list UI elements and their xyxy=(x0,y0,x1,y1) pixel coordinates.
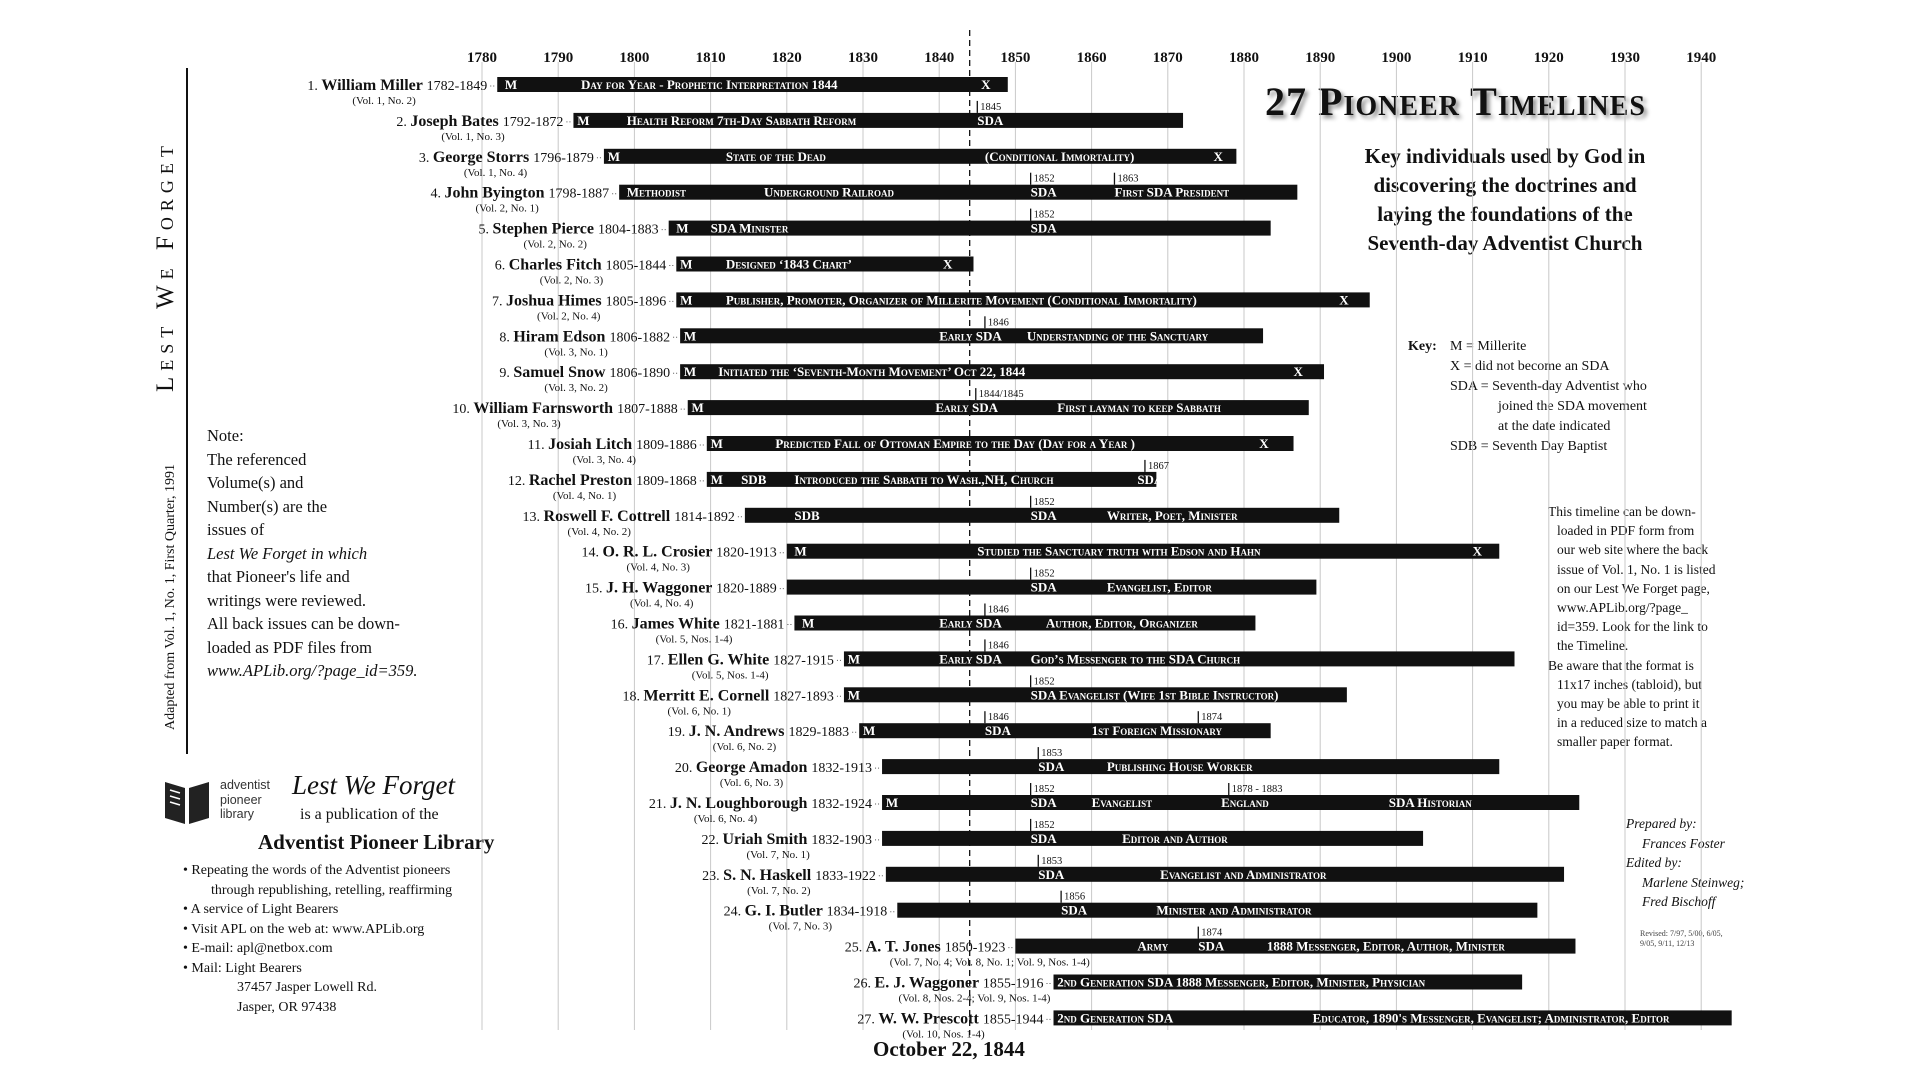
volume-reference: (Vol. 4, No. 2) xyxy=(567,525,631,538)
download-line: This timeline can be down- xyxy=(1548,504,1696,519)
pioneer-label: 13. Roswell F. Cottrell 1814-1892 xyxy=(522,507,735,525)
pioneer-label: 21. J. N. Loughborough 1832-1924 xyxy=(648,795,873,812)
volume-reference: (Vol. 4, No. 3) xyxy=(626,561,690,574)
apl-publication: is a publication of the xyxy=(300,806,439,823)
bar-text: M xyxy=(847,651,861,667)
bar-text: Underground Railroad xyxy=(763,184,894,200)
bar-text: SDA xyxy=(1198,938,1225,954)
apl-name: Adventist Pioneer Library xyxy=(258,830,495,854)
bar-text: X xyxy=(1472,543,1482,559)
download-line: Be aware that the format is xyxy=(1548,657,1694,673)
apl-bullet: • A service of Light Bearers xyxy=(183,902,339,917)
bar-text: SDA Evangelist (Wife 1st Bible Instructor) xyxy=(1030,687,1279,703)
event-tick-label: 1853 xyxy=(1041,855,1063,867)
bar-text: Early SDA xyxy=(939,651,1002,667)
bar-text: Evangelist xyxy=(1091,795,1153,810)
bar-text: Understanding of the Sanctuary xyxy=(1026,328,1209,344)
pioneer-label: 27. W. W. Prescott 1855-1944 xyxy=(857,1010,1044,1028)
bar-text: M xyxy=(794,543,807,559)
logo-word: adventist xyxy=(220,778,271,792)
pioneer-label: 9. Samuel Snow 1806-1890 xyxy=(499,364,671,382)
pioneer-label: 12. Rachel Preston 1809-1868 xyxy=(507,471,697,489)
x-tick-label: 1830 xyxy=(848,50,878,66)
revised-line: 9/05, 9/11, 12/13 xyxy=(1640,939,1695,948)
bar-text: M xyxy=(577,112,590,128)
volume-reference: (Vol. 4, No. 1) xyxy=(552,489,617,502)
bar-text: God’s Messenger to the SDA Church xyxy=(1030,651,1241,667)
bar-text: 2nd Generation SDA 1888 Messenger, Editor, Minister, Physician xyxy=(1057,974,1426,990)
bar-text: M xyxy=(680,292,693,308)
bar-text: X xyxy=(1293,364,1303,380)
volume-reference: (Vol. 1, No. 2) xyxy=(352,95,416,107)
volume-reference: (Vol. 2, No. 1) xyxy=(475,202,539,215)
bar-text: SDA xyxy=(1137,471,1164,487)
volume-reference: (Vol. 4, No. 4) xyxy=(630,597,694,610)
bar-text: SDA xyxy=(1030,507,1057,523)
bar-text: Author, Editor, Organizer xyxy=(1045,615,1198,631)
event-tick-label: 1852 xyxy=(1033,209,1055,221)
apl-bullet: 37457 Jasper Lowell Rd. xyxy=(237,980,377,995)
subtitle-line: Seventh-day Adventist Church xyxy=(1367,231,1643,255)
x-tick-label: 1820 xyxy=(771,50,802,66)
bar-text: X xyxy=(1213,148,1223,164)
event-tick-label: 1878 - 1883 xyxy=(1231,784,1283,795)
pioneer-label: 24. G. I. Butler 1834-1918 xyxy=(723,902,888,920)
date-caption: October 22, 1844 xyxy=(873,1037,1025,1061)
side-credit: Adapted from Vol. 1, No. 1, First Quarter, 1991 xyxy=(163,463,178,730)
bar-text: SDA Historian xyxy=(1388,795,1472,810)
bar-text: SDA xyxy=(1038,866,1065,882)
bar-text: Early SDA xyxy=(935,400,998,416)
apl-bullet: • E-mail: apl@netbox.com xyxy=(183,941,333,956)
note-line: All back issues can be down- xyxy=(207,614,400,633)
download-line: id=359. Look for the link to xyxy=(1557,619,1708,635)
volume-reference: (Vol. 2, No. 4) xyxy=(537,310,601,323)
page-title: 27 Pioneer Timelines xyxy=(1265,79,1646,124)
event-tick-label: 1846 xyxy=(987,640,1009,652)
event-tick-label: 1852 xyxy=(1033,819,1055,831)
volume-reference: (Vol. 6, No. 3) xyxy=(719,777,784,790)
note-line: loaded as PDF files from xyxy=(207,637,372,657)
bar-text: Predicted Fall of Ottoman Empire to the Day (Day for a Year ) xyxy=(775,436,1135,451)
download-line: loaded in PDF form from xyxy=(1557,523,1695,539)
x-tick-label: 1840 xyxy=(924,50,955,66)
key-line: X = did not become an SDA xyxy=(1450,359,1610,374)
volume-reference: (Vol. 3, No. 4) xyxy=(572,454,636,466)
apl-bullet: • Visit APL on the web at: www.APLib.org xyxy=(183,921,425,937)
pioneer-label: 19. J. N. Andrews 1829-1883 xyxy=(667,723,850,741)
bar-text: M xyxy=(676,220,689,236)
bar-text: SDA xyxy=(1030,579,1057,595)
event-tick-label: 1863 xyxy=(1117,173,1139,185)
event-tick-label: 1852 xyxy=(1033,568,1055,580)
bar-text: Day for Year - Prophetic Interpretation 1844 xyxy=(581,77,838,92)
volume-reference: (Vol. 7, No. 4; Vol. 8, No. 1; Vol. 9, Nos. 1-4) xyxy=(889,956,1090,969)
bar-text: M xyxy=(710,436,723,451)
bar-text: Minister and Administrator xyxy=(1156,902,1312,918)
bar-text: First SDA President xyxy=(1114,184,1230,200)
volume-reference: (Vol. 3, No. 1) xyxy=(544,346,608,359)
x-tick-label: 1870 xyxy=(1152,50,1183,66)
event-tick-label: 1846 xyxy=(987,712,1009,724)
note-line: issues of xyxy=(207,520,265,539)
pioneer-label: 8. Hiram Edson 1806-1882 xyxy=(499,328,671,346)
side-title: Lest We Forget xyxy=(152,140,179,392)
bar-text: Publisher, Promoter, Organizer of Millerite Movement (Conditional Immortality) xyxy=(725,292,1197,308)
bar-text: State of the Dead xyxy=(725,148,826,164)
x-tick-label: 1790 xyxy=(543,50,574,66)
bar-text: M xyxy=(691,400,704,416)
pioneer-label: 20. George Amadon 1832-1913 xyxy=(674,759,873,777)
pioneer-label: 25. A. T. Jones 1850-1923 xyxy=(844,938,1006,956)
note-line: Lest We Forget in which xyxy=(207,543,368,563)
bar-text: M xyxy=(710,471,723,487)
pioneer-label: 10. William Farnsworth 1807-1888 xyxy=(452,400,678,418)
download-line: 11x17 inches (tabloid), but xyxy=(1557,676,1702,692)
event-tick-label: 1852 xyxy=(1033,173,1055,185)
apl-bullet: through republishing, retelling, reaffirming xyxy=(211,882,453,898)
pioneer-label: 26. E. J. Waggoner 1855-1916 xyxy=(853,974,1044,992)
event-tick-label: 1846 xyxy=(987,604,1009,616)
credits-line: Frances Foster xyxy=(1642,835,1725,851)
event-tick-label: 1844/1845 xyxy=(978,389,1024,401)
bar-text: M xyxy=(683,328,697,344)
x-tick-label: 1940 xyxy=(1686,50,1717,66)
bar-text: Methodist xyxy=(626,184,687,200)
x-tick-label: 1890 xyxy=(1305,50,1336,66)
bar-text: M xyxy=(863,723,876,739)
pioneer-label: 4. John Byington 1798-1887 xyxy=(430,184,610,202)
x-tick-label: 1900 xyxy=(1381,50,1412,66)
x-tick-label: 1850 xyxy=(1000,50,1031,66)
subtitle-line: discovering the doctrines and xyxy=(1373,173,1637,197)
note-line: writings were reviewed. xyxy=(207,590,366,610)
x-tick-label: 1910 xyxy=(1457,50,1488,66)
bar-text: SDB xyxy=(794,507,820,523)
volume-reference: (Vol. 8, Nos. 2-4; Vol. 9, Nos. 1-4) xyxy=(898,992,1051,1005)
event-tick-label: 1846 xyxy=(987,317,1009,329)
pioneer-label: 17. Ellen G. White 1827-1915 xyxy=(646,651,834,669)
volume-reference: (Vol. 2, No. 3) xyxy=(539,274,604,287)
bar-text: Initiated the ‘Seventh-Month Movement’ Oct 22, 1844 xyxy=(718,364,1026,380)
bar-text: Army xyxy=(1137,938,1169,954)
bar-text: M xyxy=(885,795,899,810)
bar-text: England xyxy=(1221,795,1269,810)
pioneer-label: 22. Uriah Smith 1832-1903 xyxy=(701,830,873,848)
key-line: SDB = Seventh Day Baptist xyxy=(1450,439,1608,454)
volume-reference: (Vol. 7, No. 1) xyxy=(746,848,810,861)
note-line: Volume(s) and xyxy=(207,473,304,492)
bar-text: M xyxy=(847,687,861,703)
logo-word: pioneer xyxy=(220,792,262,807)
volume-reference: (Vol. 7, No. 3) xyxy=(768,920,833,933)
bar-text: M xyxy=(607,148,621,164)
bar-text: SDA xyxy=(1038,759,1065,775)
bar-text: X xyxy=(981,77,991,92)
event-tick-label: 1856 xyxy=(1064,891,1086,903)
download-line: our web site where the back xyxy=(1557,542,1709,558)
bar-text: (Conditional Immortality) xyxy=(984,148,1135,164)
note-line: Number(s) are the xyxy=(207,496,328,516)
bar-text: SDA xyxy=(1030,184,1057,200)
event-tick-label: 1852 xyxy=(1033,784,1055,795)
key-heading: Key: xyxy=(1408,339,1437,354)
event-tick-label: 1852 xyxy=(1033,676,1055,688)
pioneer-label: 2. Joseph Bates 1792-1872 xyxy=(396,112,564,130)
download-line: smaller paper format. xyxy=(1557,734,1673,750)
bar-text: X xyxy=(1259,436,1269,451)
key-line: joined the SDA movement xyxy=(1498,399,1647,414)
credits-line: Prepared by: xyxy=(1626,816,1697,831)
volume-reference: (Vol. 5, Nos. 1-4) xyxy=(691,669,769,682)
key-line: at the date indicated xyxy=(1498,419,1611,434)
volume-reference: (Vol. 6, No. 2) xyxy=(712,741,777,754)
apl-bullet: • Mail: Light Bearers xyxy=(183,960,302,976)
bar-text: X xyxy=(1339,292,1349,308)
bar-text: M xyxy=(680,256,693,272)
logo-word: library xyxy=(220,807,255,821)
bar-text: M xyxy=(504,77,518,92)
x-tick-label: 1930 xyxy=(1610,50,1640,66)
event-tick-label: 1874 xyxy=(1201,927,1223,939)
bar-text: Health Reform 7th-Day Sabbath Reform xyxy=(626,112,857,128)
download-line: www.APLib.org/?page_ xyxy=(1557,600,1688,616)
event-tick-label: 1852 xyxy=(1033,496,1055,508)
bar-text: Publishing House Worker xyxy=(1106,759,1253,775)
key-line: SDA = Seventh-day Adventist who xyxy=(1450,379,1647,394)
pioneer-label: 18. Merritt E. Cornell 1827-1893 xyxy=(622,687,834,705)
bar-text: SDA Minister xyxy=(710,220,789,236)
bar-text: Evangelist and Administrator xyxy=(1160,866,1327,882)
x-tick-label: 1800 xyxy=(619,50,650,66)
volume-reference: (Vol. 7, No. 2) xyxy=(747,884,811,897)
bar-text: Editor and Author xyxy=(1122,830,1228,846)
volume-reference: (Vol. 2, No. 2) xyxy=(523,238,587,251)
bar-text: Studied the Sanctuary truth with Edson and Hahn xyxy=(977,543,1261,559)
bar-text: Writer, Poet, Minister xyxy=(1106,507,1238,523)
download-line: issue of Vol. 1, No. 1 is listed xyxy=(1557,561,1716,577)
volume-reference: (Vol. 1, No. 3) xyxy=(441,130,505,143)
volume-reference: (Vol. 5, Nos. 1-4) xyxy=(655,633,733,646)
bar-text: Educator, 1890's Messenger, Evangelist; Administrator, Editor xyxy=(1312,1010,1670,1026)
bar-text: M xyxy=(802,615,815,631)
note-line: that Pioneer's life and xyxy=(207,567,350,586)
note-line: Note: xyxy=(207,426,244,445)
volume-reference: (Vol. 3, No. 3) xyxy=(497,418,561,431)
pioneer-label: 11. Josiah Litch 1809-1886 xyxy=(527,436,697,453)
bar-text: Early SDA xyxy=(939,615,1002,631)
bar-text: SDA xyxy=(1061,902,1088,918)
credits-line: Edited by: xyxy=(1626,855,1682,870)
revised-line: Revised: 7/97, 5/00, 6/05, xyxy=(1640,929,1723,938)
bar-text: First layman to keep Sabbath xyxy=(1057,400,1221,416)
bar-text: SDA xyxy=(1030,830,1057,846)
note-line: www.APLib.org/?page_id=359. xyxy=(207,661,418,680)
bar-text: M xyxy=(683,364,697,380)
volume-reference: (Vol. 6, No. 4) xyxy=(693,813,758,825)
bar-text: SDA xyxy=(1030,220,1057,236)
download-line: in a reduced size to match a xyxy=(1557,715,1707,731)
bar-text: Evangelist, Editor xyxy=(1106,579,1212,595)
volume-reference: (Vol. 6, No. 1) xyxy=(667,705,731,718)
x-tick-label: 1780 xyxy=(467,50,497,66)
pioneer-label: 5. Stephen Pierce 1804-1883 xyxy=(478,220,659,238)
x-tick-label: 1880 xyxy=(1229,50,1259,66)
pioneer-label: 14. O. R. L. Crosier 1820-1913 xyxy=(581,543,777,561)
credits-line: Fred Bischoff xyxy=(1642,894,1716,909)
event-tick-label: 1867 xyxy=(1147,460,1169,472)
life-bar xyxy=(604,149,1236,164)
note-line: The referenced xyxy=(207,449,307,469)
key-line: M = Millerite xyxy=(1450,339,1527,354)
event-tick-label: 1845 xyxy=(980,101,1002,113)
pioneer-label: 7. Joshua Himes 1805-1896 xyxy=(492,292,667,310)
download-line: on our Lest We Forget page, xyxy=(1557,580,1710,596)
bar-text: 2nd Generation SDA xyxy=(1057,1010,1174,1026)
bar-text: Introduced the Sabbath to Wash.,NH, Church xyxy=(794,471,1054,487)
pioneer-label: 15. J. H. Waggoner 1820-1889 xyxy=(585,579,777,597)
subtitle-line: Key individuals used by God in xyxy=(1364,144,1646,168)
subtitle-line: laying the foundations of the xyxy=(1377,202,1633,226)
apl-lwf: Lest We Forget xyxy=(292,770,455,800)
bar-text: Designed ‘1843 Chart’ xyxy=(725,256,852,272)
volume-reference: (Vol. 3, No. 2) xyxy=(544,382,608,395)
download-line: you may be able to print it xyxy=(1557,696,1700,712)
download-line: the Timeline. xyxy=(1557,638,1629,654)
bar-text: 1st Foreign Missionary xyxy=(1091,723,1223,739)
volume-reference: (Vol. 1, No. 4) xyxy=(463,166,528,179)
pioneer-label: 16. James White 1821-1881 xyxy=(610,615,785,633)
bar-text: X xyxy=(943,256,953,272)
pioneer-label: 23. S. N. Haskell 1833-1922 xyxy=(702,866,876,884)
pioneer-label: 1. William Miller 1782-1849 xyxy=(307,77,488,94)
pioneer-label: 3. George Storrs 1796-1879 xyxy=(418,148,594,166)
volume-reference: (Vol. 10, Nos. 1-4) xyxy=(902,1028,985,1041)
bar-text: SDA xyxy=(984,723,1011,739)
bar-text: Early SDA xyxy=(939,328,1002,344)
x-tick-label: 1810 xyxy=(695,50,726,66)
bar-text: SDA xyxy=(1030,795,1057,810)
x-tick-label: 1920 xyxy=(1533,50,1564,66)
bar-text: SDB xyxy=(741,471,767,487)
x-tick-label: 1860 xyxy=(1076,50,1107,66)
credits-line: Marlene Steinweg; xyxy=(1642,874,1745,890)
apl-bullet: Jasper, OR 97438 xyxy=(237,999,337,1015)
apl-bullet: • Repeating the words of the Adventist pioneers xyxy=(183,863,451,878)
event-tick-label: 1853 xyxy=(1041,748,1063,760)
bar-text: 1888 Messenger, Editor, Author, Minister xyxy=(1266,938,1505,954)
bar-text: SDA xyxy=(977,112,1004,128)
pioneer-label: 6. Charles Fitch 1805-1844 xyxy=(494,256,667,274)
event-tick-label: 1874 xyxy=(1201,712,1223,724)
